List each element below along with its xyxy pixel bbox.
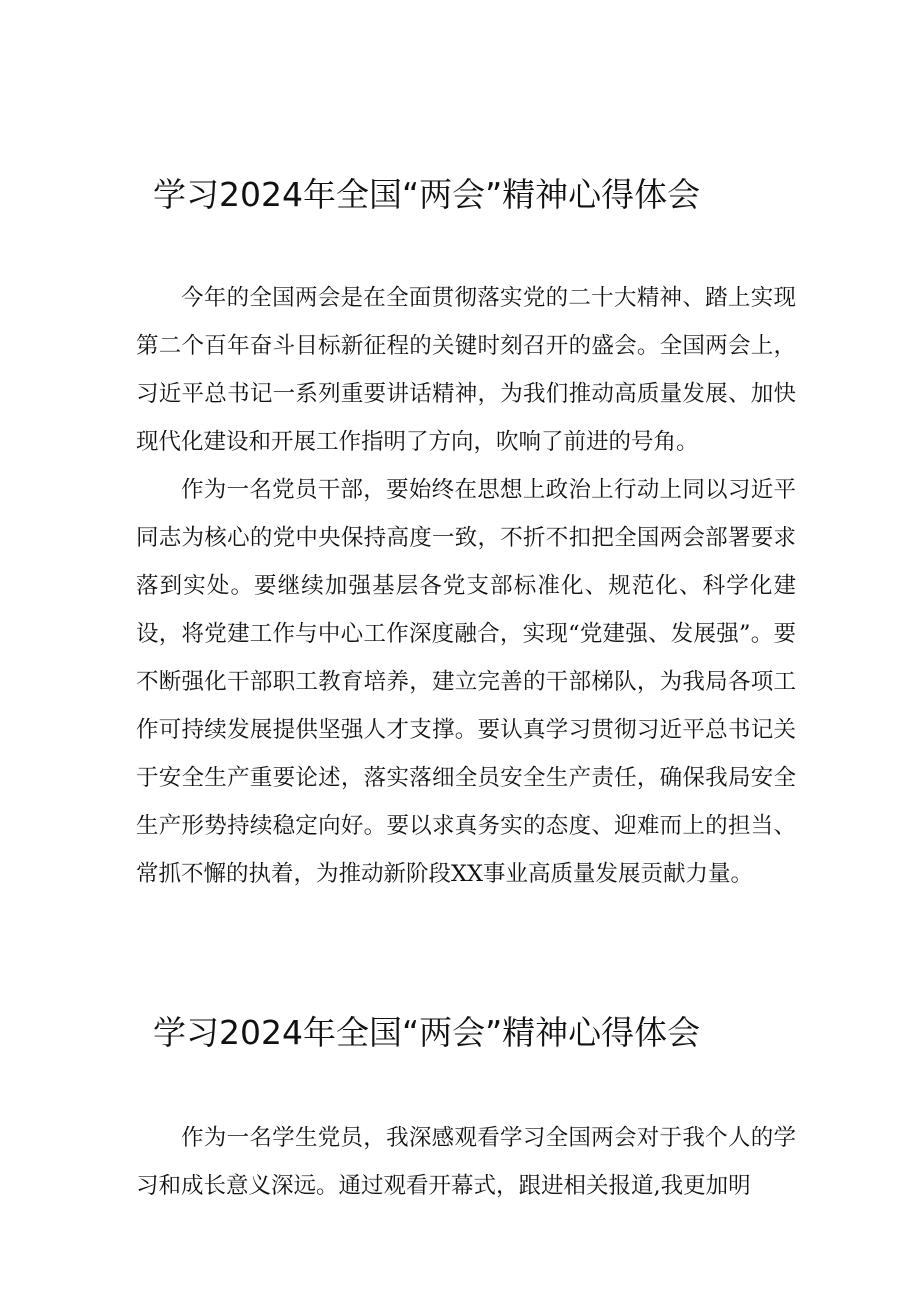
section-1-title: 学习2024年全国“两会”精神心得体会: [153, 175, 701, 214]
section-2-paragraph-1: 作为一名学生党员，我深感观看学习全国两会对于我个人的学习和成长意义深远。通过观看开幕式，跟进相关报道,我更加明: [136, 1125, 796, 1199]
section-2-body: [136, 1114, 796, 1210]
section-1-body: [136, 274, 796, 898]
section-2-title: 学习2024年全国“两会”精神心得体会: [153, 1013, 701, 1052]
section-1-paragraph-2: 作为一名党员干部，要始终在思想上政治上行动上同以习近平同志为核心的党中央保持高度一致，不折不扣把全国两会部署要求落到实处。要继续加强基层各党支部标准化、规范化、科学化建设，将党建工作与中心工作深度融合，实现“党建强、发展强”。要不断强化干部职工教育培养，建立完善的干部梯队，为我局各项工作可持续发展提供坚强人才支撑。要认真学习贯彻习近平总书记关于安全生产重要论述，落实落细全员安全生产责任，确保我局安全生产形势持续稳定向好。要以求真务实的态度、迎难而上的担当、常抓不懈的执着，为推动新阶段XX事业高质量发展贡献力量。: [136, 477, 796, 887]
section-1-paragraph-1: 今年的全国两会是在全面贯彻落实党的二十大精神、踏上实现第二个百年奋斗目标新征程的关键时刻召开的盛会。全国两会上，习近平总书记一系列重要讲话精神，为我们推动高质量发展、加快现代化建设和开展工作指明了方向，吹响了前进的号角。: [136, 285, 796, 455]
